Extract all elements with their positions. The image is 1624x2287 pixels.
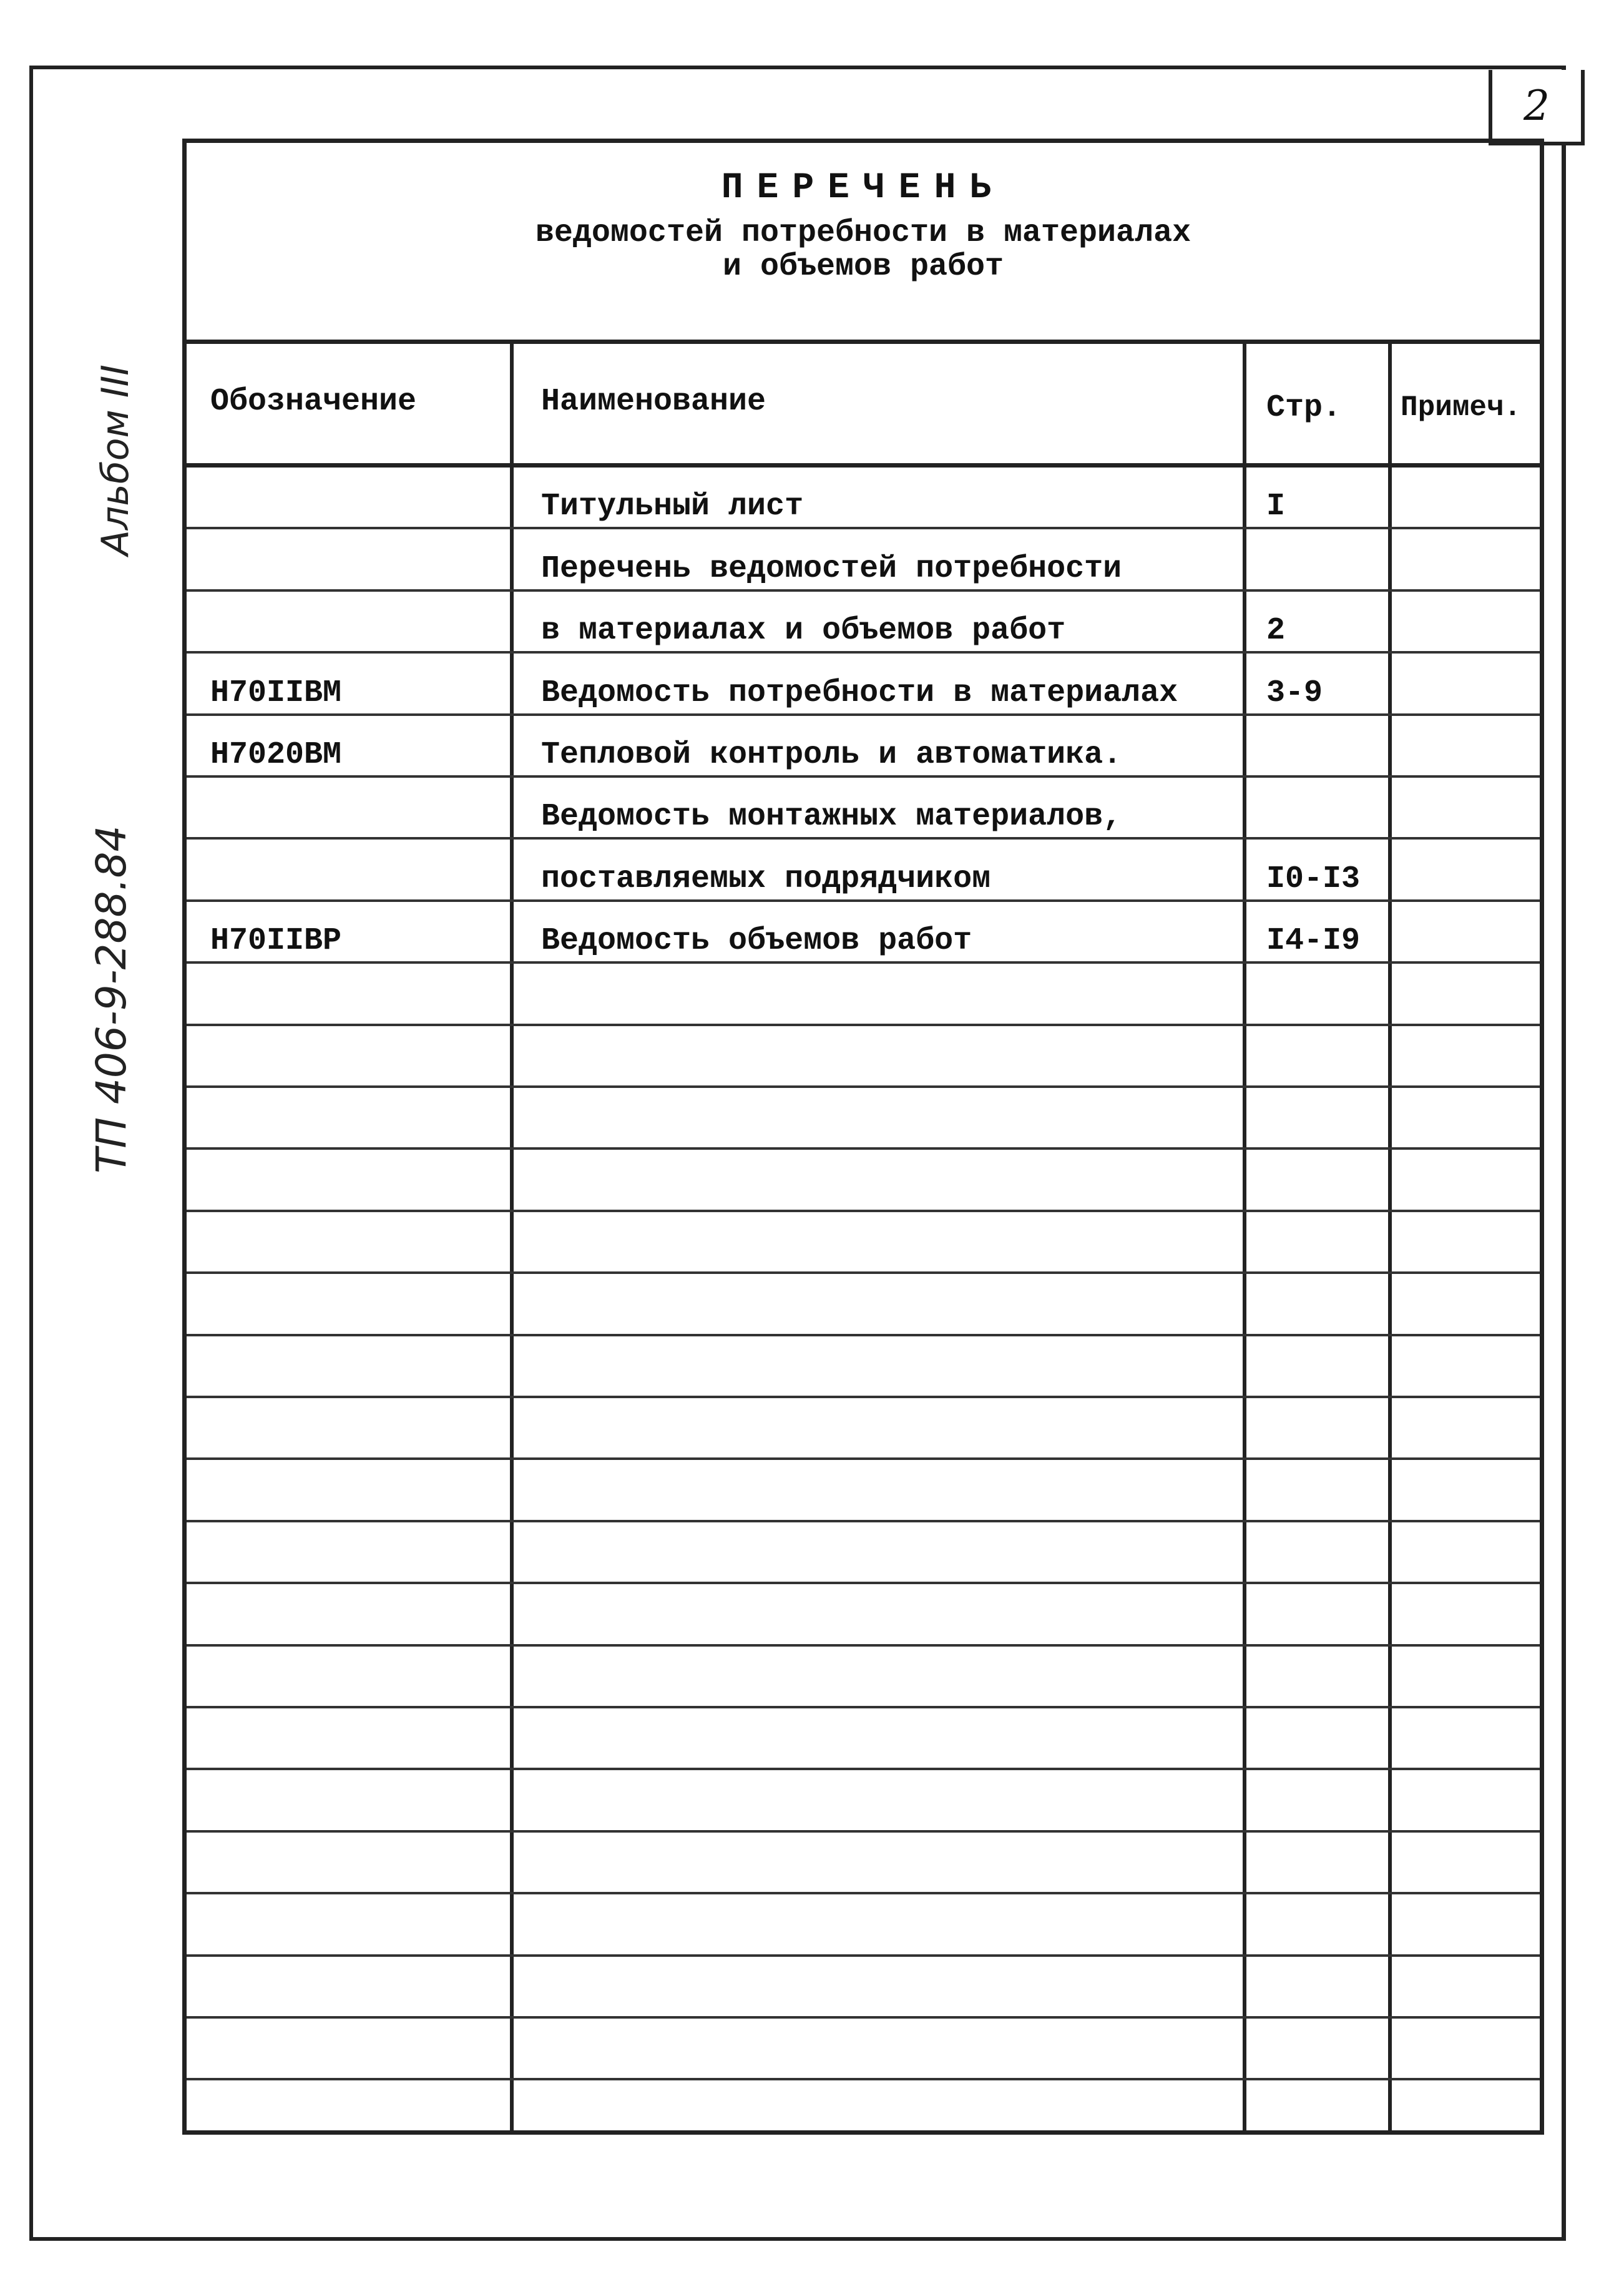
name-cell: Ведомость объемов работ (541, 923, 972, 959)
table-row (187, 1088, 1540, 1150)
header-designation: Обозначение (210, 383, 417, 419)
page-cell: 2 (1266, 613, 1286, 649)
table-row (187, 1584, 1540, 1646)
table-row (187, 1336, 1540, 1398)
page-cell: I (1266, 489, 1286, 525)
table-row (187, 1833, 1540, 1894)
table-row (187, 902, 1540, 964)
name-cell: в материалах и объемов работ (541, 613, 1066, 649)
table-row (187, 1026, 1540, 1088)
page-number-box (1489, 70, 1585, 145)
name-cell: поставляемых подрядчиком (541, 861, 991, 897)
table-row (187, 1957, 1540, 2019)
header-name: Наименование (541, 383, 766, 419)
name-cell: Тепловой контроль и автоматика. (541, 737, 1122, 773)
table-row (187, 1212, 1540, 1274)
subtitle-line-2: и объемов работ (722, 249, 1004, 285)
table-row (187, 1274, 1540, 1336)
table-row (187, 529, 1540, 591)
table-header (187, 340, 1540, 468)
table-row (187, 1522, 1540, 1584)
table-row (187, 654, 1540, 715)
header-note: Примеч. (1401, 391, 1522, 424)
table-row (187, 468, 1540, 529)
table-row (187, 1770, 1540, 1832)
header-page: Стр. (1266, 389, 1342, 426)
table-row (187, 1150, 1540, 1212)
subtitle-line-1: ведомостей потребности в материалах (535, 215, 1191, 251)
table-body (187, 468, 1540, 2130)
name-cell: Ведомость монтажных материалов, (541, 799, 1122, 835)
document-subtitle (187, 217, 1540, 284)
name-cell: Перечень ведомостей потребности (541, 551, 1122, 587)
table-row (187, 1894, 1540, 1956)
album-label: Альбом III (94, 365, 137, 556)
name-cell: Титульный лист (541, 489, 804, 525)
table-row (187, 1647, 1540, 1708)
designation-cell: Н7020ВМ (210, 737, 342, 773)
table-row (187, 1460, 1540, 1522)
table-row (187, 1398, 1540, 1460)
page-cell: I0-I3 (1266, 861, 1361, 897)
designation-cell: Н70IIВМ (210, 675, 342, 711)
table-row (187, 716, 1540, 778)
page-cell: I4-I9 (1266, 923, 1361, 959)
title-block (187, 143, 1540, 344)
table-row (187, 592, 1540, 654)
project-code-label: ТП 406-9-288.84 (87, 825, 135, 1173)
index-sheet (182, 139, 1544, 2135)
name-cell: Ведомость потребности в материалах (541, 675, 1178, 711)
document-heading: ПЕРЕЧЕНЬ (721, 168, 1005, 208)
table-row (187, 964, 1540, 1026)
table-row (187, 778, 1540, 840)
table-row (187, 840, 1540, 901)
designation-cell: Н70IIВР (210, 923, 342, 959)
table-row (187, 2080, 1540, 2142)
table-row (187, 2019, 1540, 2080)
page-number: 2 (1524, 82, 1550, 130)
page-cell: 3-9 (1266, 675, 1323, 711)
table-row (187, 1708, 1540, 1770)
